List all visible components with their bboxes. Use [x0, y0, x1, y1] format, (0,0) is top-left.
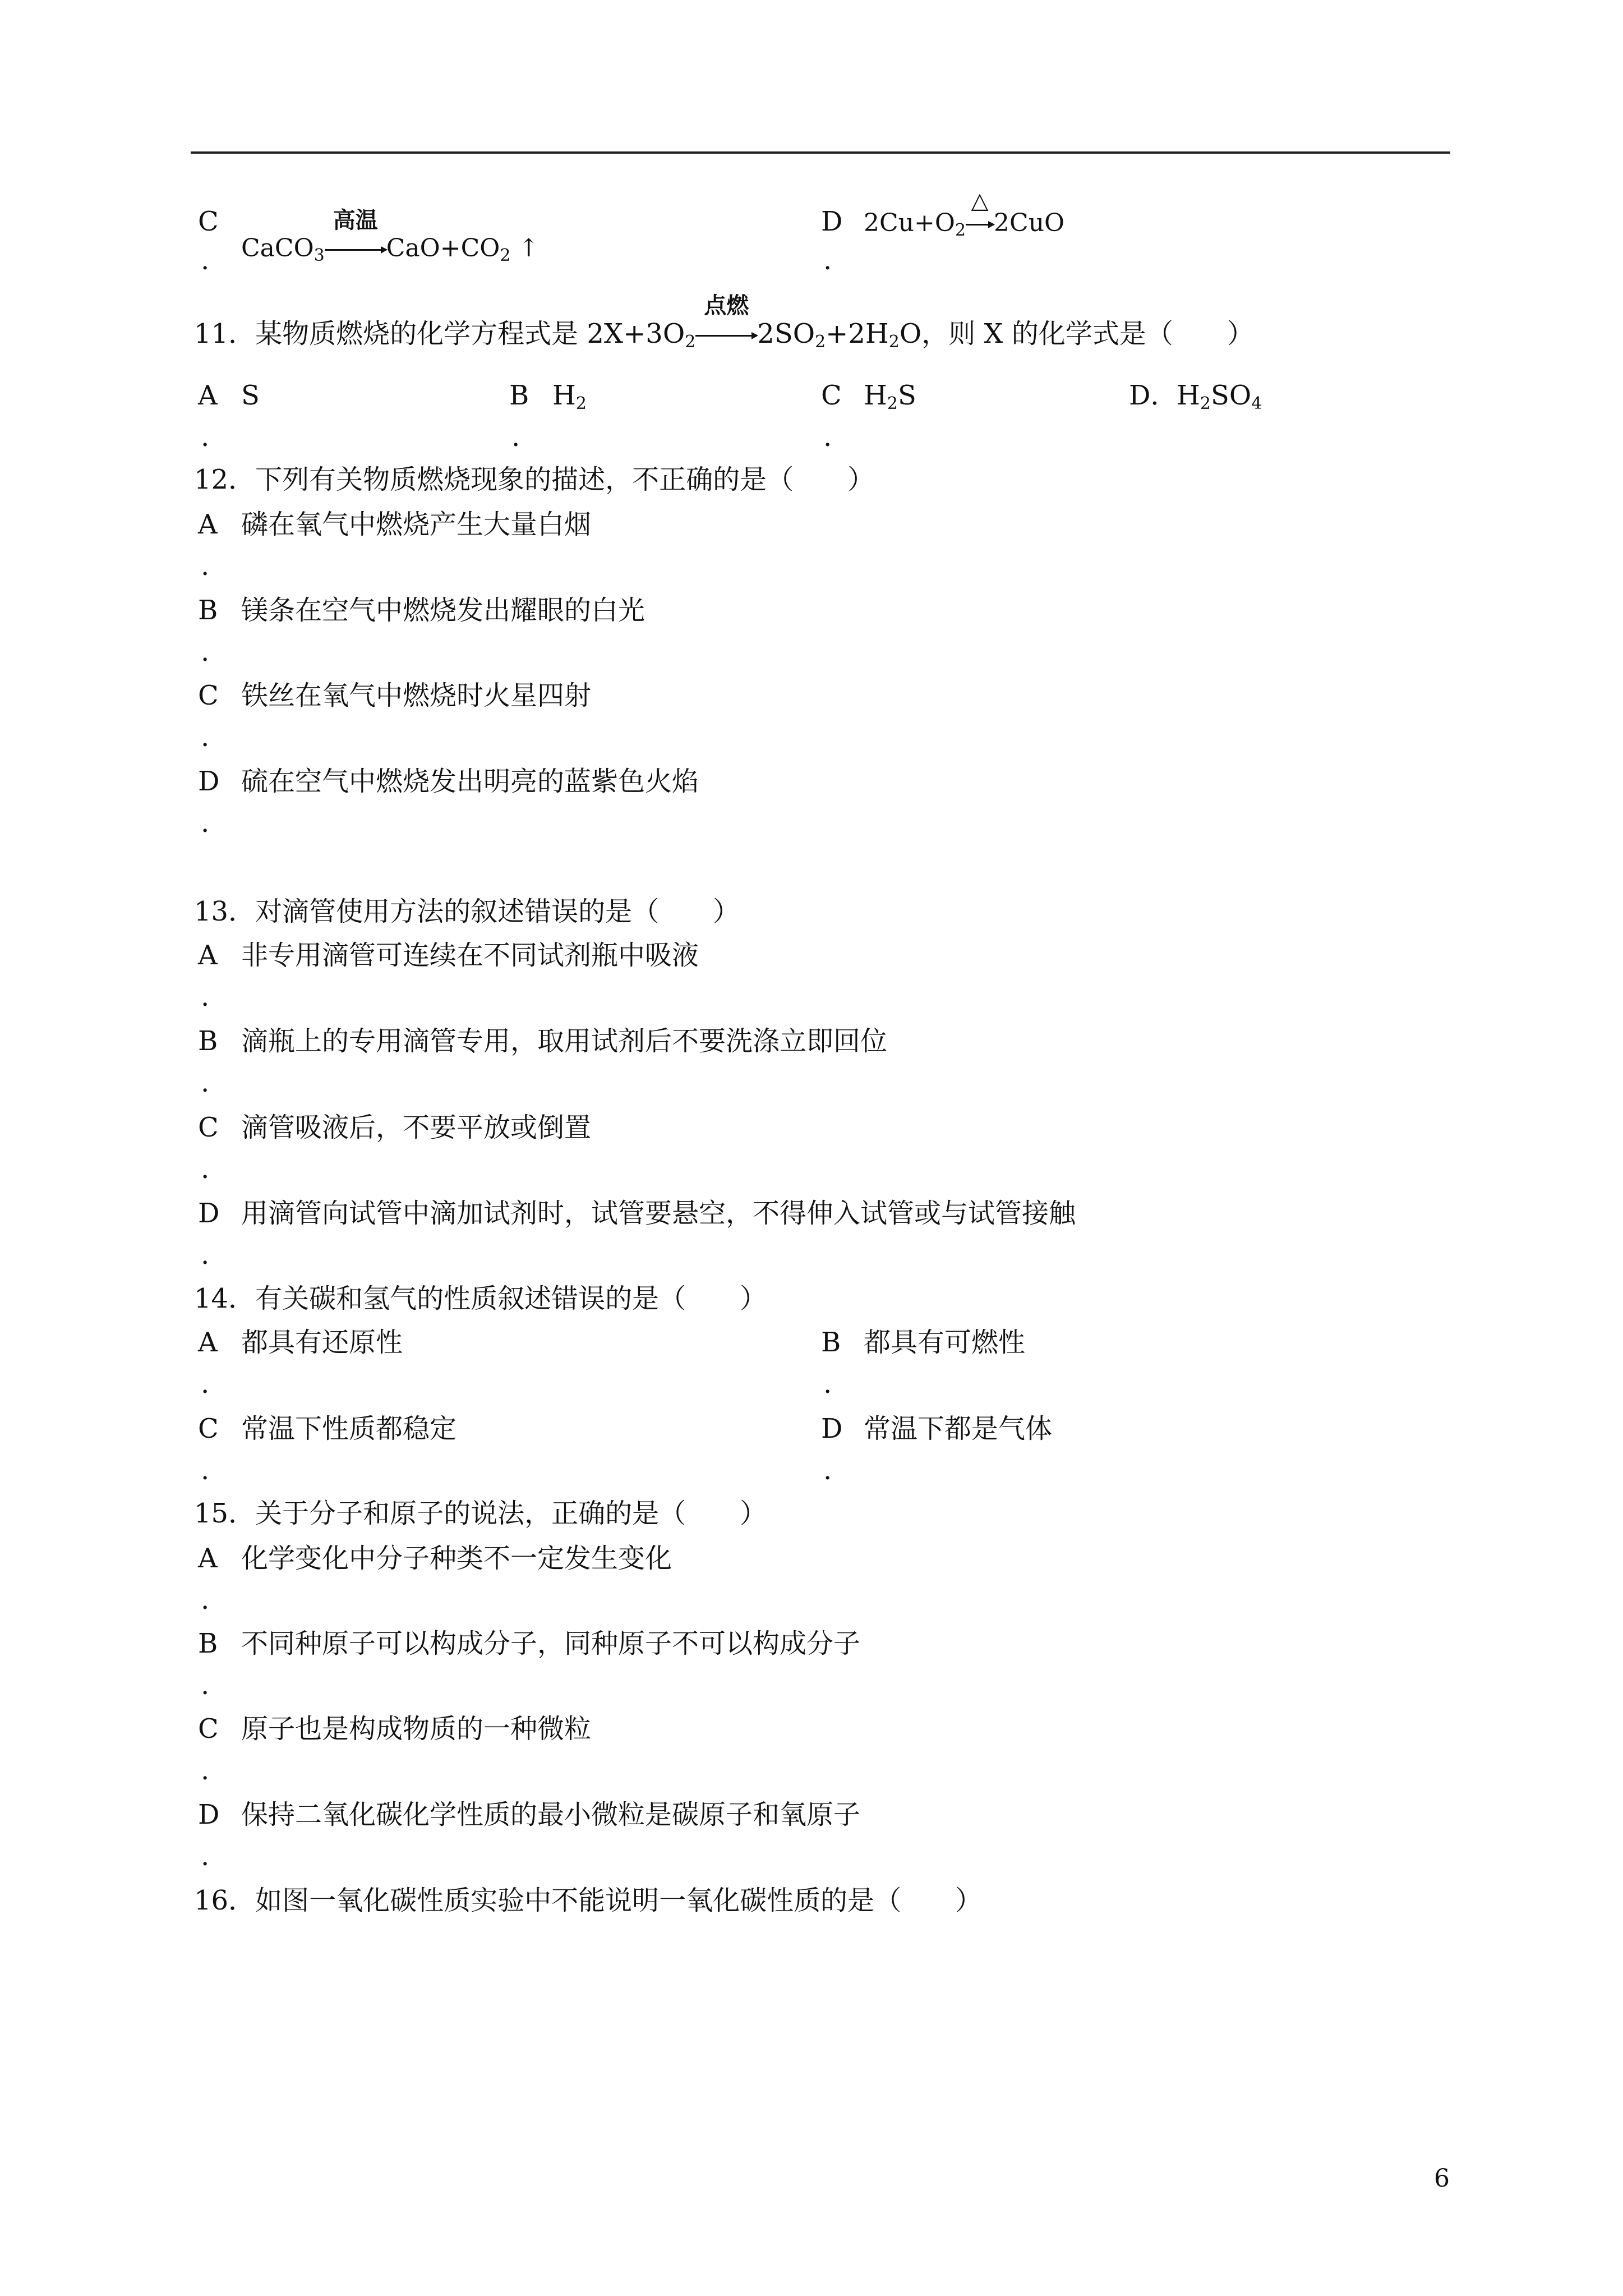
option-dot: . — [201, 636, 210, 668]
option-text: 化学变化中分子种类不一定发生变化 — [241, 1543, 672, 1574]
question-15-stem: 15．关于分子和原子的说法，正确的是（ ） — [194, 1498, 767, 1529]
header-rule — [191, 151, 1450, 154]
option-dot: . — [201, 1584, 210, 1616]
option-text: S — [241, 380, 260, 411]
equation-caco3: CaCO$_3$ 高温 $CaO+CO_2$ ↑ — [241, 208, 540, 265]
option-dot: . — [511, 421, 520, 453]
option-label: B — [198, 1025, 218, 1057]
option-text: $H_2SO_4$ — [1177, 380, 1262, 413]
option-dot: . — [201, 1755, 210, 1786]
option-dot: . — [201, 1841, 210, 1872]
option-text: 原子也是构成物质的一种微粒 — [241, 1713, 592, 1745]
option-dot: . — [823, 421, 832, 453]
option-label: D — [198, 766, 220, 797]
option-dot: . — [201, 245, 210, 276]
option-text: 非专用滴管可连续在不同试剂瓶中吸液 — [241, 940, 699, 971]
option-text: 常温下都是气体 — [864, 1413, 1053, 1444]
option-text: 用滴管向试管中滴加试剂时，试管要悬空，不得伸入试管或与试管接触 — [241, 1198, 1076, 1229]
option-dot: . — [201, 421, 210, 453]
option-text: 常温下性质都稳定 — [241, 1413, 457, 1444]
option-text: 磷在氧气中燃烧产生大量白烟 — [241, 509, 592, 540]
option-dot: . — [201, 1239, 210, 1271]
option-text: 保持二氧化碳化学性质的最小微粒是碳原子和氧原子 — [241, 1799, 861, 1830]
option-text: 滴瓶上的专用滴管专用，取用试剂后不要洗涤立即回位 — [241, 1025, 888, 1057]
question-11-stem: 11．某物质燃烧的化学方程式是 $2X+3O_2$ 点燃 $2SO_2+2H_2O$，则 X 的化学式是（ ） — [194, 293, 1254, 352]
option-dot: . — [201, 807, 210, 839]
option-label: A — [198, 940, 218, 971]
option-text: 铁丝在氧气中燃烧时火星四射 — [241, 680, 592, 711]
option-label: A — [198, 380, 218, 411]
option-label: D — [198, 1799, 220, 1830]
option-dot: . — [201, 1153, 210, 1185]
page-number: 6 — [1434, 2164, 1450, 2193]
option-label: D — [198, 1198, 220, 1229]
option-label: B — [198, 595, 218, 626]
option-text: 不同种原子可以构成分子，同种原子不可以构成分子 — [241, 1628, 861, 1659]
option-label: A — [198, 509, 218, 540]
option-label: C — [198, 1413, 219, 1444]
option-dot: . — [201, 550, 210, 582]
gas-arrow-icon: ↑ — [518, 234, 540, 263]
option-label: A — [198, 1543, 218, 1574]
question-16-stem: 16．如图一氧化碳性质实验中不能说明一氧化碳性质的是（ ） — [194, 1885, 983, 1916]
option-label: B — [821, 1327, 841, 1358]
option-text: $H_2$ — [552, 380, 587, 413]
option-dot: . — [201, 1368, 210, 1400]
option-text: $H_2S$ — [864, 380, 916, 413]
question-14-stem: 14．有关碳和氢气的性质叙述错误的是（ ） — [194, 1283, 767, 1314]
option-label: A — [198, 1327, 218, 1358]
option-dot: . — [201, 981, 210, 1013]
option-label: C — [198, 680, 219, 711]
option-dot: . — [201, 1669, 210, 1701]
option-dot: . — [201, 1455, 210, 1486]
option-text: 滴管吸液后，不要平放或倒置 — [241, 1112, 592, 1143]
question-12-stem: 12．下列有关物质燃烧现象的描述，不正确的是（ ） — [194, 464, 875, 495]
option-label: B — [198, 1628, 218, 1659]
option-dot: . — [823, 1368, 832, 1400]
option-label: D — [821, 1413, 843, 1444]
option-label: B — [509, 380, 529, 411]
option-dot: . — [201, 1067, 210, 1098]
equation-cuo: $2Cu+O_2$ △ 2CuO — [864, 188, 1065, 240]
option-text: 硫在空气中燃烧发出明亮的蓝紫色火焰 — [241, 766, 699, 797]
option-dot: . — [823, 245, 832, 276]
option-dot: . — [823, 1455, 832, 1486]
option-label: C — [198, 1112, 219, 1143]
option-label: C — [821, 380, 842, 411]
option-c-label: C — [198, 206, 219, 237]
option-dot: . — [201, 721, 210, 753]
option-text: 都具有可燃性 — [864, 1327, 1026, 1358]
option-d-label: D — [821, 206, 843, 237]
option-text: 都具有还原性 — [241, 1327, 403, 1358]
option-label: C — [198, 1713, 219, 1745]
question-13-stem: 13．对滴管使用方法的叙述错误的是（ ） — [194, 896, 740, 927]
option-text: 镁条在空气中燃烧发出耀眼的白光 — [241, 595, 645, 626]
option-label: D． — [1129, 380, 1178, 411]
